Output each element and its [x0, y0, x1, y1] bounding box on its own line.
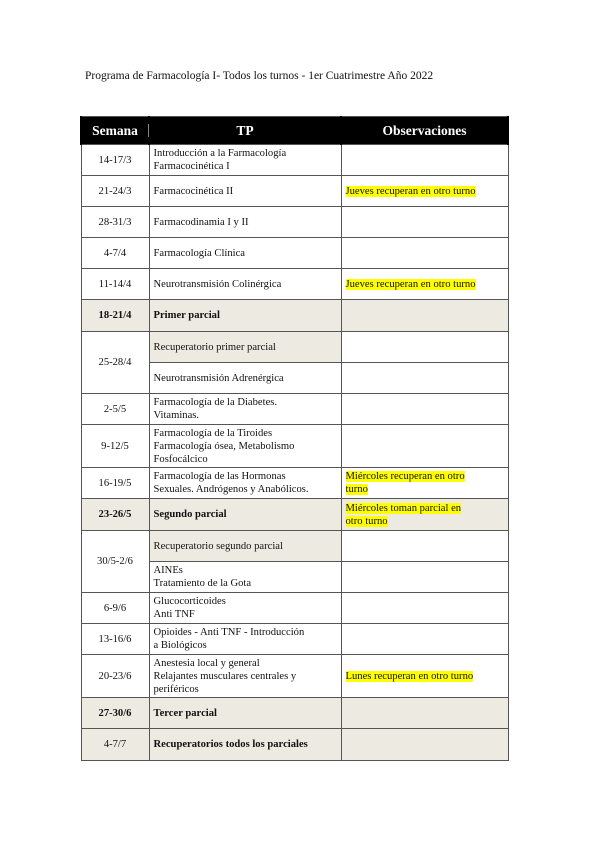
- document-title: Programa de Farmacología I- Todos los turnos - 1er Cuatrimestre Año 2022: [85, 70, 434, 82]
- tp-cell: Farmacología Clínica: [149, 238, 341, 269]
- obs-cell: [341, 363, 508, 394]
- week-cell: 4-7/4: [81, 238, 149, 269]
- obs-cell: [341, 562, 508, 593]
- table-row-exam: [81, 729, 508, 761]
- tp-cell: Anestesia local y general Relajantes musculares centrales y periféricos: [149, 655, 341, 698]
- obs-highlight: Miércoles recuperan en otro turno: [345, 471, 465, 495]
- table-row: [81, 624, 508, 655]
- week-cell: 6-9/6: [81, 593, 149, 624]
- table-row: [81, 332, 508, 363]
- obs-cell: [341, 145, 508, 176]
- week-cell: 20-23/6: [81, 655, 149, 698]
- week-cell: 18-21/4: [81, 300, 149, 332]
- obs-cell: [341, 394, 508, 425]
- week-cell: 21-24/3: [81, 176, 149, 207]
- tp-cell: Recuperatorio segundo parcial: [149, 531, 341, 562]
- obs-highlight: Jueves recuperan en otro turno: [345, 185, 476, 197]
- table-row: [81, 207, 508, 238]
- tp-cell: Opioides - Anti TNF - Introducción a Biológicos: [149, 624, 341, 655]
- obs-cell: [341, 593, 508, 624]
- tp-cell: Neurotransmisión Adrenérgica: [149, 363, 341, 394]
- tp-cell: Glucocorticoides Anti TNF: [149, 593, 341, 624]
- week-cell: 11-14/4: [81, 269, 149, 300]
- obs-cell: [341, 499, 508, 531]
- table-row: [81, 145, 508, 176]
- week-cell: 23-26/5: [81, 499, 149, 531]
- week-cell: 28-31/3: [81, 207, 149, 238]
- week-cell: 30/5-2/6: [81, 531, 149, 593]
- week-cell: 14-17/3: [81, 145, 149, 176]
- tp-cell: Farmacología de la Diabetes. Vitaminas.: [149, 394, 341, 425]
- header-row: [81, 117, 508, 145]
- table-row: [81, 238, 508, 269]
- tp-cell: Tercer parcial: [149, 698, 341, 729]
- week-cell: 16-19/5: [81, 468, 149, 499]
- tp-cell: Recuperatorios todos los parciales: [149, 729, 341, 761]
- obs-highlight: Miércoles toman parcial en otro turno: [345, 502, 462, 527]
- week-cell: 27-30/6: [81, 698, 149, 729]
- tp-cell: Farmacología de las Hormonas Sexuales. Andrógenos y Anabólicos.: [149, 468, 341, 499]
- tp-cell: Farmacocinética II: [149, 176, 341, 207]
- obs-cell: [341, 729, 508, 761]
- table-row-exam: [81, 698, 508, 729]
- week-cell: 2-5/5: [81, 394, 149, 425]
- table-row: [81, 425, 508, 468]
- obs-highlight: Lunes recuperan en otro turno: [345, 670, 474, 682]
- table-row: [81, 655, 508, 698]
- obs-cell: [341, 655, 508, 698]
- table-row: [81, 468, 508, 499]
- obs-cell: [341, 300, 508, 332]
- obs-cell: [341, 207, 508, 238]
- obs-cell: [341, 238, 508, 269]
- week-cell: 25-28/4: [81, 332, 149, 394]
- obs-cell: [341, 425, 508, 468]
- tp-cell: Recuperatorio primer parcial: [149, 332, 341, 363]
- table-row: [81, 531, 508, 562]
- tp-cell: Farmacología de la Tiroides Farmacología ósea, Metabolismo Fosfocálcico: [149, 425, 341, 468]
- tp-cell: Introducción a la Farmacología Farmacocinética I: [149, 145, 341, 176]
- table-row: [81, 176, 508, 207]
- obs-highlight: Jueves recuperan en otro turno: [345, 278, 476, 290]
- schedule-table: [80, 116, 509, 761]
- obs-cell: [341, 624, 508, 655]
- obs-cell: [341, 468, 508, 499]
- table-row: [81, 269, 508, 300]
- week-cell: 4-7/7: [81, 729, 149, 761]
- obs-cell: [341, 269, 508, 300]
- obs-cell: [341, 332, 508, 363]
- header-observaciones: Observaciones: [341, 117, 508, 145]
- table-row-exam: [81, 300, 508, 332]
- header-semana: Semana: [81, 117, 149, 145]
- tp-cell: Neurotransmisión Colinérgica: [149, 269, 341, 300]
- table-row: [81, 394, 508, 425]
- obs-cell: [341, 176, 508, 207]
- week-cell: 13-16/6: [81, 624, 149, 655]
- week-cell: 9-12/5: [81, 425, 149, 468]
- tp-cell: AINEs Tratamiento de la Gota: [149, 562, 341, 593]
- table-row: [81, 593, 508, 624]
- table-row-exam: [81, 499, 508, 531]
- obs-cell: [341, 531, 508, 562]
- header-tp: TP: [149, 117, 341, 145]
- tp-cell: Farmacodinamia I y II: [149, 207, 341, 238]
- tp-cell: Primer parcial: [149, 300, 341, 332]
- obs-cell: [341, 698, 508, 729]
- tp-cell: Segundo parcial: [149, 499, 341, 531]
